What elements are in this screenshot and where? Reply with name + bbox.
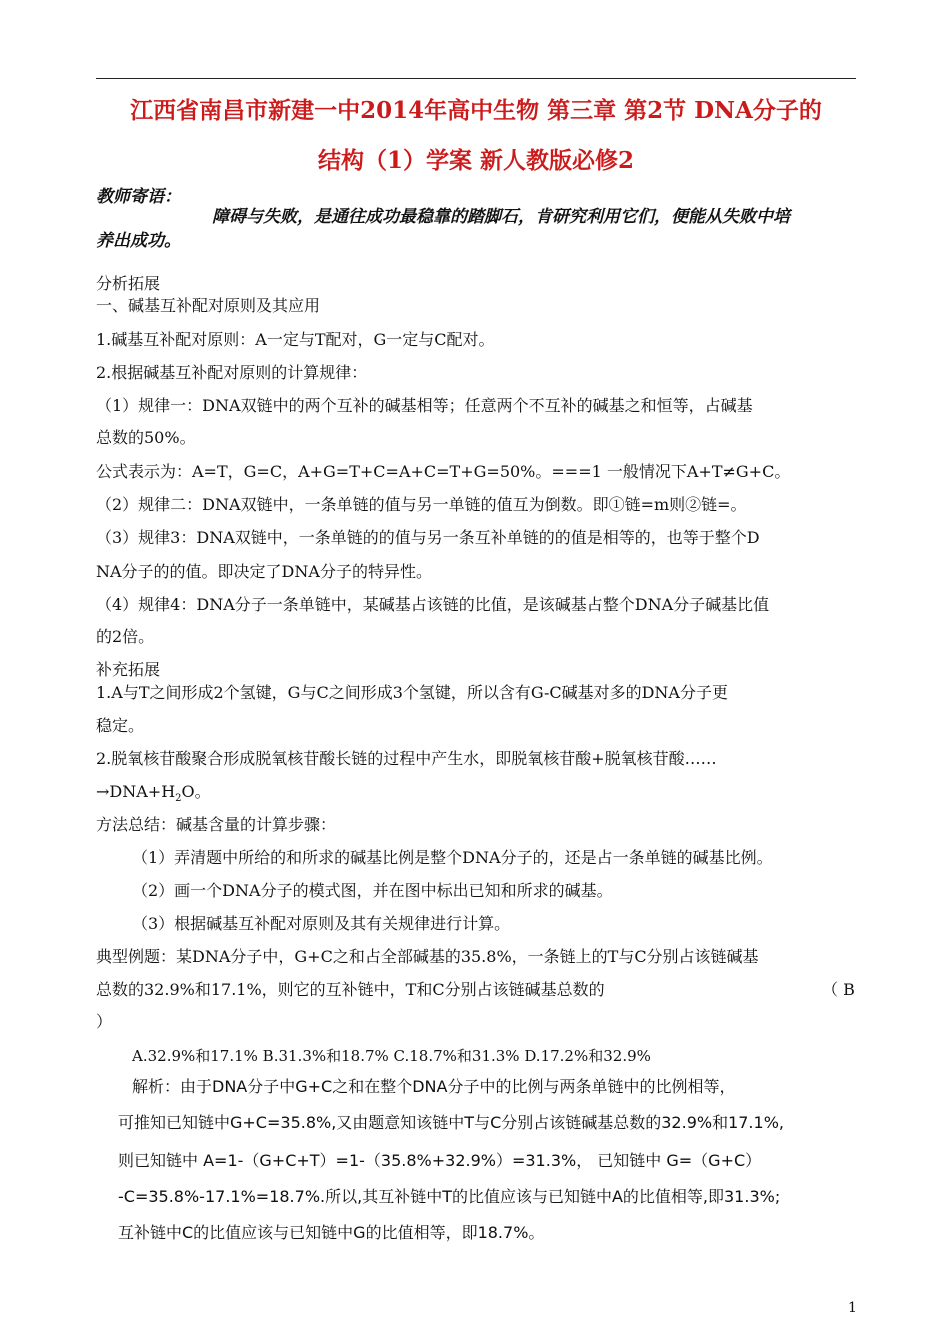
supplement-p1-line2: 稳定。 xyxy=(96,716,145,735)
supplement-p2-line2 xyxy=(96,781,211,810)
analysis-p1: 1.碱基互补配对原则：A一定与T配对，G一定与C配对。 xyxy=(96,330,495,349)
page-number: 1 xyxy=(848,1300,857,1316)
equation-text: →DNA+H xyxy=(96,782,176,801)
rule4-line2: 的2倍。 xyxy=(96,627,155,646)
example-options: A.32.9%和17.1% B.31.3%和18.7% C.18.7%和31.3% D.17.2%和32.9% xyxy=(132,1047,651,1065)
analysis-heading: 分析拓展 xyxy=(96,274,161,293)
solution-line3: 则已知链中 A=1-（G+C+T）=1-（35.8%+32.9%）=31.3%， 已知链中 G=（G+C） xyxy=(118,1151,762,1170)
method-heading: 方法总结：碱基含量的计算步骤： xyxy=(96,815,337,834)
method-step3: （3）根据碱基互补配对原则及其有关规律进行计算。 xyxy=(132,914,511,933)
rule3-line2: NA分子的的值。即决定了DNA分子的特异性。 xyxy=(96,562,432,581)
section1-heading: 一、碱基互补配对原则及其应用 xyxy=(96,296,321,315)
solution-line1: 解析：由于DNA分子中G+C之和在整个DNA分子中的比例与两条单链中的比例相等， xyxy=(132,1077,736,1096)
equation-end: O。 xyxy=(181,782,211,801)
supplement-p1-line1: 1.A与T之间形成2个氢键，G与C之间形成3个氢键，所以含有G-C碱基对多的DNA分子更 xyxy=(96,683,728,702)
example-answer: （ B xyxy=(822,980,855,999)
document-title-line1: 江西省南昌市新建一中2014年高中生物 第三章 第2节 DNA分子的 xyxy=(130,97,822,124)
rule4-line1: （4）规律4：DNA分子一条单链中，某碱基占该链的比值，是该碱基占整个DNA分子碱基比值 xyxy=(96,595,770,614)
top-rule xyxy=(96,78,856,79)
rule1-line1: （1）规律一：DNA双链中的两个互补的碱基相等；任意两个不互补的碱基之和恒等，占碱基 xyxy=(96,396,753,415)
motto-label: 教师寄语： xyxy=(96,187,181,207)
supplement-p2-line1: 2.脱氧核苷酸聚合形成脱氧核苷酸长链的过程中产生水，即脱氧核苷酸+脱氧核苷酸…… xyxy=(96,749,717,768)
method-step2: （2）画一个DNA分子的模式图，并在图中标出已知和所求的碱基。 xyxy=(132,881,613,900)
document-title-line2: 结构（1）学案 新人教版必修2 xyxy=(317,147,634,174)
method-step1: （1）弄清题中所给的和所求的碱基比例是整个DNA分子的，还是占一条单链的碱基比例。 xyxy=(132,848,773,867)
solution-line4: -C=35.8%-17.1%=18.7%.所以,其互补链中T的比值应该与已知链中A的比值相等,即31.3%; xyxy=(118,1187,781,1206)
rule3-line1: （3）规律3：DNA双链中，一条单链的的值与另一条互补单链的的值是相等的，也等于整个D xyxy=(96,528,760,547)
motto-line1: 障碍与失败，是通往成功最稳靠的踏脚石，肯研究利用它们，便能从失败中培 xyxy=(212,207,790,227)
formula: 公式表示为：A=T，G=C，A+G=T+C=A+C=T+G=50%。===1 一般情况下A+T≠G+C。 xyxy=(96,462,791,481)
rule1-line2: 总数的50%。 xyxy=(96,428,196,447)
example-answer-close: ） xyxy=(96,1012,113,1031)
motto-line2: 养出成功。 xyxy=(96,231,181,251)
solution-line2: 可推知已知链中G+C=35.8%,又由题意知该链中T与C分别占该链碱基总数的32.9%和17.1%, xyxy=(118,1113,784,1132)
example-question-line2: 总数的32.9%和17.1%，则它的互补链中，T和C分别占该链碱基总数的 xyxy=(96,980,605,999)
analysis-p2: 2.根据碱基互补配对原则的计算规律： xyxy=(96,363,368,382)
supplement-heading: 补充拓展 xyxy=(96,660,161,679)
example-question-line1: 典型例题：某DNA分子中，G+C之和占全部碱基的35.8%，一条链上的T与C分别占该链碱基 xyxy=(96,947,759,966)
subscript-2: 2 xyxy=(175,793,182,805)
solution-line5: 互补链中C的比值应该与已知链中G的比值相等，即18.7%。 xyxy=(118,1223,545,1242)
rule2: （2）规律二：DNA双链中，一条单链的值与另一单链的值互为倒数。即①链=m则②链=。 xyxy=(96,495,747,514)
